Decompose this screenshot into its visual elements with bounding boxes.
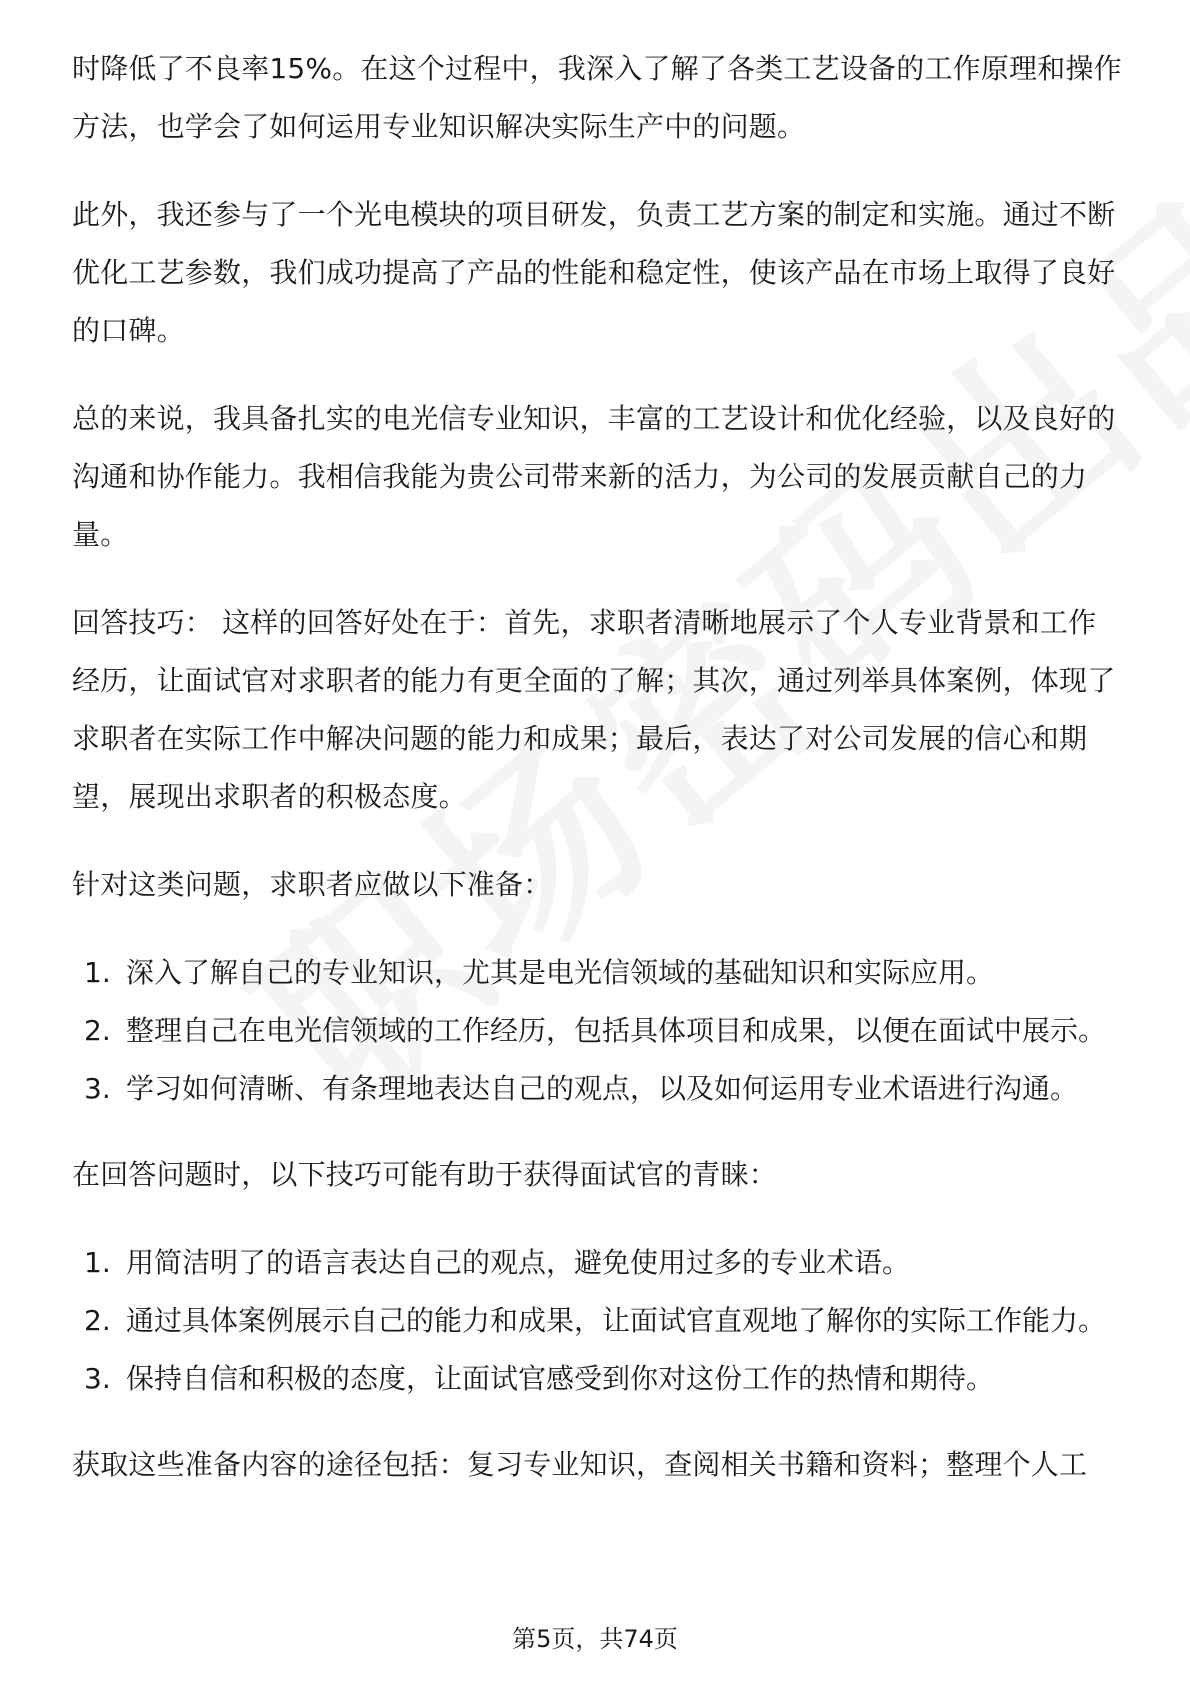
list-item-text: 通过具体案例展示自己的能力和成果，让面试官直观地了解你的实际工作能力。: [126, 1304, 1107, 1337]
list-item-text: 整理自己在电光信领域的工作经历，包括具体项目和成果，以便在面试中展示。: [126, 1014, 1107, 1047]
list-item: [72, 1002, 1122, 1060]
list-item: [72, 1292, 1122, 1350]
list-number: 2.: [84, 1304, 111, 1337]
tips-list: [72, 1234, 1122, 1408]
list-item: [72, 1234, 1122, 1292]
list-item-text: 保持自信和积极的态度，让面试官感受到你对这份工作的热情和期待。: [126, 1362, 995, 1395]
page-number: 第5页，共74页: [512, 1625, 678, 1653]
answer-tips-paragraph: 回答技巧： 这样的回答好处在于：首先，求职者清晰地展示了个人专业背景和工作经历，让面试官对求职者的能力有更全面的了解；其次，通过列举具体案例，体现了求职者在实际工作中解决问题的能力和成果；最后，表达了对公司发展的信心和期望，展现出求职者的积极态度。: [72, 606, 1116, 813]
paragraph: 获取这些准备内容的途径包括：复习专业知识，查阅相关书籍和资料；整理个人工: [72, 1448, 1088, 1481]
list-item: [72, 944, 1122, 1002]
paragraph: 此外，我还参与了一个光电模块的项目研发，负责工艺方案的制定和实施。通过不断优化工艺参数，我们成功提高了产品的性能和稳定性，使该产品在市场上取得了良好的口碑。: [72, 198, 1116, 347]
paragraph: 总的来说，我具备扎实的电光信专业知识，丰富的工艺设计和优化经验，以及良好的沟通和协作能力。我相信我能为贵公司带来新的活力，为公司的发展贡献自己的力量。: [72, 402, 1116, 551]
list-item-text: 学习如何清晰、有条理地表达自己的观点，以及如何运用专业术语进行沟通。: [126, 1072, 1079, 1105]
list-item: [72, 1060, 1122, 1118]
list-item: [72, 1350, 1122, 1408]
paragraph: 时降低了不良率15%。在这个过程中，我深入了解了各类工艺设备的工作原理和操作方法，也学会了如何运用专业知识解决实际生产中的问题。: [72, 52, 1122, 143]
list-number: 2.: [84, 1014, 111, 1047]
list-number: 3.: [84, 1362, 111, 1395]
document-body: [72, 40, 1122, 1524]
list-item-text: 用简洁明了的语言表达自己的观点，避免使用过多的专业术语。: [126, 1246, 911, 1279]
list-number: 1.: [84, 1246, 111, 1279]
paragraph: 在回答问题时，以下技巧可能有助于获得面试官的青睐：: [72, 1158, 778, 1191]
paragraph: 针对这类问题，求职者应做以下准备：: [72, 868, 552, 901]
list-number: 3.: [84, 1072, 111, 1105]
preparation-list: [72, 944, 1122, 1118]
list-item-text: 深入了解自己的专业知识，尤其是电光信领域的基础知识和实际应用。: [126, 956, 995, 989]
list-number: 1.: [84, 956, 111, 989]
